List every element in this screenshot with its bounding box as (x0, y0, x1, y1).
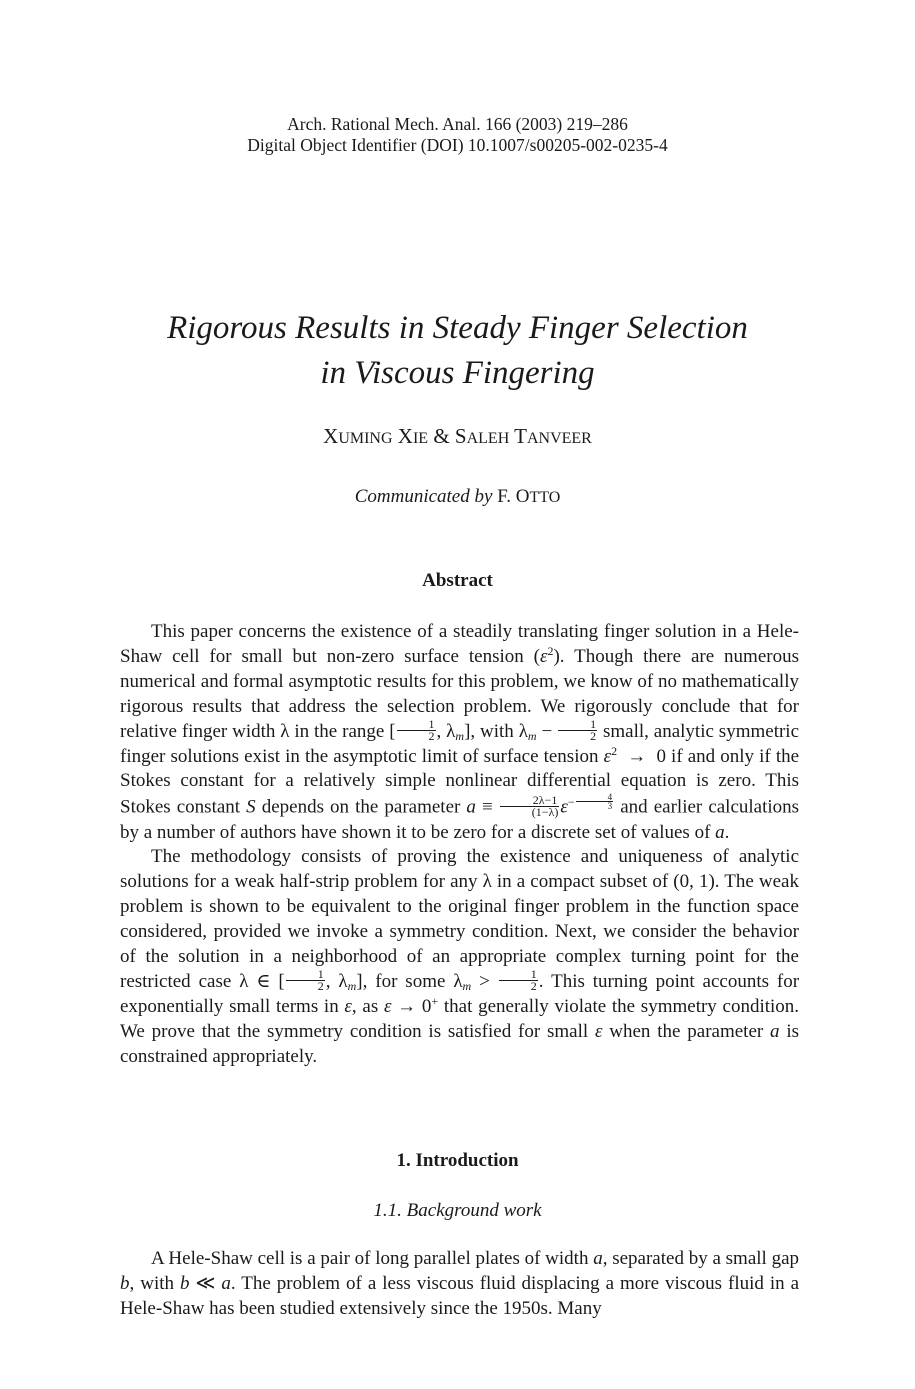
abstract-paragraph-1: This paper concerns the existence of a steadily translating finger solution in a Hele-Shaw cell for small but non-zero surface tension $(\varepsilon^2)$. Though there are numerous numerical and formal asymptotic results for this problem, we know of no mathematically rigorous results that address the selection problem. We rigorously conclude that for relative finger width λ in the range [ $\frac{1}{2}$ , $\lambda_m$], with $\lambda_m$ − $\frac{1}{2}$ small, analytic symmetric finger solutions exist in the asymptotic limit of surface tension $\varepsilon^2 \to 0$ if and only if the Stokes constant for a relatively simple nonlinear differential equation is zero. This Stokes constant S depends on the parameter a ≡ $\frac{2\lambda-1}{(1-\lambda)}$ $\varepsilon^{- \frac{4}{3}}$ and earlier calculations by a number of authors have shown it to be zero for a discrete set of values of a. (120, 621, 800, 843)
introduction-body (120, 1247, 799, 1322)
doi-line: Digital Object Identifier (DOI) 10.1007/s00205-002-0235-4 (247, 135, 668, 155)
abstract-body (120, 620, 799, 1070)
section-heading: 1. Introduction (396, 1150, 519, 1171)
authors (0, 422, 915, 453)
fraction-exponent: $\frac{4}{3}$ (576, 793, 614, 810)
fraction-parameter: $\frac{2\lambda-1}{(1-\lambda)}$ (500, 795, 560, 818)
abstract-heading: Abstract (422, 570, 493, 591)
subsection-heading: 1.1. Background work (373, 1200, 542, 1221)
communicated-by: Communicated by F. OTTO (354, 486, 561, 507)
fraction-half: $\frac{1}{2}$ (558, 719, 597, 742)
journal-citation: Arch. Rational Mech. Anal. 166 (2003) 219–286 (287, 114, 628, 134)
fraction-half: $\frac{1}{2}$ (499, 969, 538, 992)
fraction-half: $\frac{1}{2}$ (397, 719, 436, 742)
paper-title (0, 306, 915, 396)
author-2: SALEH TANVEER (454, 424, 592, 448)
title-line-1: Rigorous Results in Steady Finger Selection (167, 310, 748, 346)
author-1: XUMING XIE (323, 424, 429, 448)
author-separator: & (433, 424, 450, 448)
intro-paragraph-1: A Hele-Shaw cell is a pair of long parallel plates of width a, separated by a small gap b, with b ≪ a. The problem of a less viscous fluid displacing a more viscous fluid in a Hele-Shaw has been studied extensively since the 1950s. Many (120, 1248, 800, 1319)
abstract-paragraph-2: The methodology consists of proving the existence and uniqueness of analytic solutions for a weak half-strip problem for any λ in a compact subset of (0, 1). The weak problem is shown to be equivalent to the original finger problem in the function space considered, provided we invoke a symmetry condition. Next, we consider the behavior of the solution in a neighborhood of an appropriate complex turning point for the restricted case λ ∈ [ $\frac{1}{2}$ , $\lambda_m$], for some $\lambda_m$ > $\frac{1}{2}$ . This turning point accounts for exponentially small terms in ε, as ε → 0+ that generally violate the symmetry condition. We prove that the symmetry condition is satisfied for small ε when the parameter a is constrained appropriately. (120, 846, 800, 1067)
fraction-half: $\frac{1}{2}$ (286, 969, 325, 992)
journal-header (0, 114, 915, 156)
title-line-2: in Viscous Fingering (320, 355, 595, 391)
